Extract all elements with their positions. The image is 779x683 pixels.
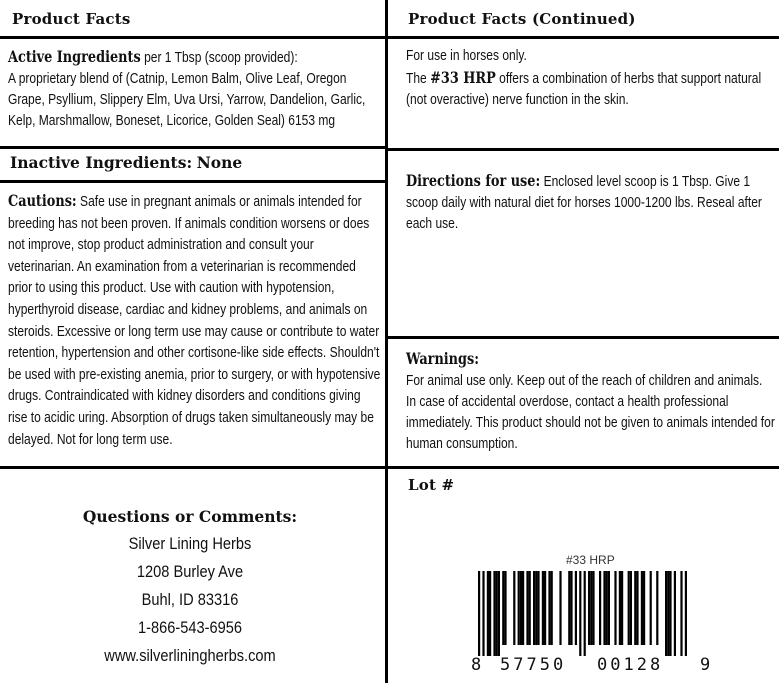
inactive-ingredients-heading: Inactive Ingredients: bbox=[10, 153, 193, 172]
barcode-right-group: 00128 bbox=[597, 655, 664, 675]
barcode-bar bbox=[634, 571, 636, 645]
title-rule-right bbox=[386, 36, 779, 39]
product-facts-continued-title: Product Facts (Continued) bbox=[408, 10, 636, 28]
barcode-bar bbox=[513, 571, 515, 645]
barcode-bar bbox=[590, 571, 592, 645]
directions-section bbox=[406, 170, 779, 235]
product-code: #33 HRP bbox=[430, 68, 496, 87]
barcode-bar bbox=[669, 571, 671, 656]
use-rule bbox=[386, 148, 779, 151]
warnings-heading: Warnings: bbox=[406, 349, 480, 368]
phone-number: 1-866-543-6956 bbox=[137, 618, 243, 637]
inactive-ingredients-section bbox=[10, 153, 380, 173]
product-facts-title: Product Facts bbox=[12, 10, 131, 28]
barcode-bar bbox=[489, 571, 491, 656]
directions-heading: Directions for use: bbox=[406, 171, 541, 190]
barcode-bar bbox=[628, 571, 630, 645]
barcode-bar bbox=[529, 571, 531, 645]
barcode-bar bbox=[665, 571, 667, 656]
directions-text: Enclosed level scoop is 1 Tbsp. Give 1 scoop daily with natural diet for horses 1000-1200 lbs. Reseal after each use. bbox=[406, 174, 762, 232]
barcode-bar bbox=[674, 571, 676, 656]
barcode-bar bbox=[621, 571, 623, 645]
company-name: Silver Lining Herbs bbox=[128, 534, 252, 553]
use-section bbox=[406, 46, 779, 111]
contact-block bbox=[60, 507, 320, 670]
barcode-bar bbox=[579, 571, 581, 656]
barcode-bar bbox=[487, 571, 489, 656]
cautions-heading: Cautions: bbox=[8, 191, 77, 210]
active-ingredients-qualifier: per 1 Tbsp (scoop provided): bbox=[144, 50, 298, 66]
inactive-ingredients-value: None bbox=[196, 153, 243, 172]
use-text: offers a combination of herbs that support natural (not overactive) nerve function in the skin. bbox=[406, 71, 762, 108]
cautions-section bbox=[8, 190, 458, 451]
barcode-bar bbox=[551, 571, 553, 645]
street-address: 1208 Burley Ave bbox=[136, 562, 244, 581]
inactive-rule bbox=[0, 180, 386, 183]
use-intro: The bbox=[406, 71, 427, 87]
cautions-text: Safe use in pregnant animals or animals intended for breeding has not been proven. If animals condition worsens or does not improve, stop product administration and consult your veterinarian. An examination from a veterinarian is recommended prior to using this product. Use with caution with hypotension, hyperthyroid disease, cardiac and kidney problems, and animals on steroids. Excessive or long term use may cause or contribute to water retention, hypertension and other cortisone-like side effects. Shouldn't be used with pre-existing anemia, prior to surgery, or with hypotensive drugs. Contraindicated with kidney disorders and conditions giving rise to acidic uring. Absorption of drugs taken simultaneously may be delayed. Not for long term use. bbox=[8, 194, 381, 448]
use-line: For use in horses only. bbox=[406, 48, 527, 64]
barcode-caption: #33 HRP bbox=[566, 553, 615, 567]
barcode-bar bbox=[537, 571, 539, 645]
warnings-text: For animal use only. Keep out of the reach of children and animals. In case of accidental overdose, contact a health professional immediately. This product should not be given to animals intended for human consumption. bbox=[406, 373, 775, 452]
barcode-bar bbox=[518, 571, 520, 645]
barcode bbox=[468, 571, 698, 656]
barcode-lead-digit: 8 bbox=[471, 655, 482, 675]
title-rule-left bbox=[0, 36, 386, 39]
cautions-rule bbox=[0, 466, 779, 469]
contact-heading: Questions or Comments: bbox=[82, 507, 298, 526]
barcode-bar bbox=[636, 571, 638, 645]
barcode-bar bbox=[526, 571, 528, 645]
active-ingredients-section bbox=[8, 46, 458, 132]
barcode-bar bbox=[542, 571, 544, 645]
barcode-bar bbox=[533, 571, 535, 645]
barcode-bar bbox=[680, 571, 682, 656]
barcode-bar bbox=[482, 571, 484, 656]
barcode-bar bbox=[619, 571, 621, 645]
barcode-bar bbox=[614, 571, 616, 645]
barcode-bar bbox=[641, 571, 643, 645]
barcode-bar bbox=[548, 571, 550, 645]
barcode-bar bbox=[520, 571, 522, 645]
barcode-check-digit: 9 bbox=[700, 655, 711, 675]
active-ingredients-heading: Active Ingredients bbox=[8, 47, 141, 66]
warnings-section bbox=[406, 348, 779, 455]
active-ingredients-text: A proprietary blend of (Catnip, Lemon Balm, Olive Leaf, Oregon Grape, Psyllium, Slippery Elm, Uva Ursi, Yarrow, Dandelion, Garlic, Kelp, Marshmallow, Boneset, Licorice, Golden Seal) 6153 mg bbox=[8, 71, 366, 129]
barcode-bar bbox=[522, 571, 524, 645]
barcode-bar bbox=[502, 571, 504, 645]
barcode-bar bbox=[685, 571, 687, 656]
barcode-bar bbox=[568, 571, 570, 645]
website: www.silverliningherbs.com bbox=[104, 646, 276, 665]
barcode-bar bbox=[559, 571, 561, 645]
barcode-bar bbox=[544, 571, 546, 645]
barcode-bar bbox=[493, 571, 495, 656]
barcode-bar bbox=[575, 571, 577, 645]
barcode-bar bbox=[643, 571, 645, 645]
barcode-bar bbox=[608, 571, 610, 645]
barcode-bar bbox=[498, 571, 500, 656]
barcode-bar bbox=[592, 571, 594, 645]
barcode-bar bbox=[599, 571, 601, 645]
barcode-bar bbox=[504, 571, 506, 645]
barcode-bar bbox=[584, 571, 586, 656]
barcode-bar bbox=[656, 571, 658, 645]
barcode-bar bbox=[535, 571, 537, 645]
lot-label: Lot # bbox=[408, 476, 455, 494]
barcode-bar bbox=[650, 571, 652, 645]
city-state-zip: Buhl, ID 83316 bbox=[141, 590, 239, 609]
barcode-bar bbox=[630, 571, 632, 645]
barcode-bar bbox=[570, 571, 572, 645]
barcode-bar bbox=[478, 571, 480, 656]
barcode-bar bbox=[588, 571, 590, 645]
barcode-bar bbox=[667, 571, 669, 656]
active-rule bbox=[0, 146, 386, 149]
barcode-bar bbox=[603, 571, 605, 645]
barcode-bar bbox=[496, 571, 498, 656]
barcode-left-group: 57750 bbox=[500, 655, 567, 675]
barcode-bar bbox=[606, 571, 608, 645]
